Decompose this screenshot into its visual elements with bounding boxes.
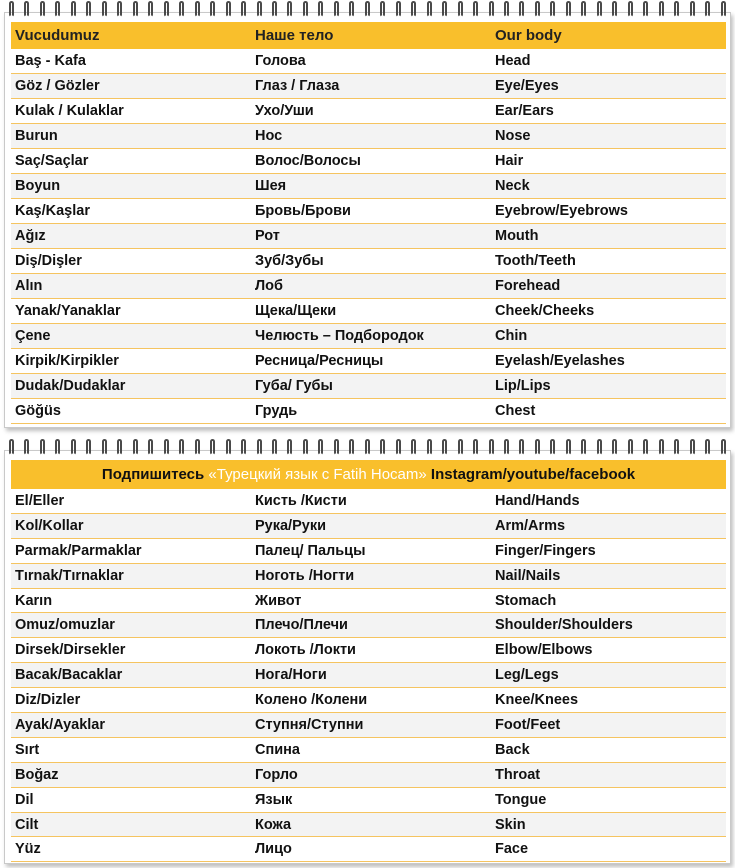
cell-turkish: Kol/Kollar	[11, 513, 251, 538]
binding-ring	[705, 1, 710, 17]
binding-ring	[133, 1, 138, 17]
cell-turkish: Dirsek/Dirsekler	[11, 638, 251, 663]
binding-ring	[690, 439, 695, 455]
cell-english: Throat	[491, 762, 726, 787]
binding-ring	[489, 439, 494, 455]
binding-ring	[257, 1, 262, 17]
cell-turkish: Kaş/Kaşlar	[11, 199, 251, 224]
cell-russian: Ухо/Уши	[251, 99, 491, 124]
binding-ring	[442, 1, 447, 17]
binding-ring	[643, 1, 648, 17]
cell-turkish: Sırt	[11, 737, 251, 762]
cell-russian: Ступня/Ступни	[251, 713, 491, 738]
table-row	[11, 713, 726, 738]
cell-english: Elbow/Elbows	[491, 638, 726, 663]
table-row	[11, 149, 726, 174]
binding-ring	[581, 439, 586, 455]
cell-english: Finger/Fingers	[491, 538, 726, 563]
cell-russian: Рот	[251, 224, 491, 249]
binding-ring	[210, 439, 215, 455]
table-row	[11, 399, 726, 424]
table-row	[11, 638, 726, 663]
table-row	[11, 538, 726, 563]
binding-ring	[365, 439, 370, 455]
cell-russian: Нога/Ноги	[251, 663, 491, 688]
cell-turkish: Kirpik/Kirpikler	[11, 349, 251, 374]
binding-ring	[318, 439, 323, 455]
binding-ring	[705, 439, 710, 455]
cell-english: Lip/Lips	[491, 374, 726, 399]
binding-ring	[334, 1, 339, 17]
subscribe-banner	[11, 460, 726, 489]
table-row	[11, 299, 726, 324]
spiral-binding	[5, 1, 730, 19]
table-row	[11, 513, 726, 538]
cell-russian: Язык	[251, 787, 491, 812]
binding-ring	[133, 439, 138, 455]
binding-ring	[9, 439, 14, 455]
cell-russian: Голова	[251, 49, 491, 74]
banner-prefix: Подпишитесь	[101, 466, 209, 483]
binding-ring	[721, 439, 726, 455]
cell-turkish: Boğaz	[11, 762, 251, 787]
cell-english: Foot/Feet	[491, 713, 726, 738]
cell-russian: Лицо	[251, 837, 491, 862]
cell-turkish: Kulak / Kulaklar	[11, 99, 251, 124]
cell-turkish: Göz / Gözler	[11, 74, 251, 99]
cell-russian: Лоб	[251, 274, 491, 299]
binding-ring	[597, 439, 602, 455]
cell-russian: Плечо/Плечи	[251, 613, 491, 638]
binding-ring	[473, 439, 478, 455]
cell-russian: Локоть /Локти	[251, 638, 491, 663]
table-row	[11, 489, 726, 513]
binding-ring	[86, 1, 91, 17]
table-row	[11, 613, 726, 638]
cell-russian: Челюсть – Подбородок	[251, 324, 491, 349]
cell-english: Neck	[491, 174, 726, 199]
binding-ring	[458, 439, 463, 455]
binding-ring	[40, 1, 45, 17]
binding-ring	[102, 1, 107, 17]
cell-turkish: Yanak/Yanaklar	[11, 299, 251, 324]
table-row	[11, 124, 726, 149]
vocabulary-card-1	[4, 12, 731, 428]
cell-english: Knee/Knees	[491, 688, 726, 713]
binding-ring	[674, 439, 679, 455]
cell-english: Back	[491, 737, 726, 762]
binding-ring	[334, 439, 339, 455]
binding-ring	[597, 1, 602, 17]
binding-ring	[148, 439, 153, 455]
cell-english: Forehead	[491, 274, 726, 299]
cell-english: Stomach	[491, 588, 726, 613]
binding-ring	[55, 1, 60, 17]
cell-turkish: Yüz	[11, 837, 251, 862]
header-turkish: Vucudumuz	[11, 22, 251, 49]
binding-ring	[71, 439, 76, 455]
cell-english: Tongue	[491, 787, 726, 812]
binding-ring	[148, 1, 153, 17]
binding-ring	[427, 439, 432, 455]
cell-turkish: Dil	[11, 787, 251, 812]
cell-turkish: Ağız	[11, 224, 251, 249]
binding-ring	[272, 439, 277, 455]
cell-turkish: Karın	[11, 588, 251, 613]
cell-russian: Живот	[251, 588, 491, 613]
vocabulary-card-2	[4, 450, 731, 864]
cell-english: Ear/Ears	[491, 99, 726, 124]
binding-ring	[257, 439, 262, 455]
binding-ring	[164, 1, 169, 17]
cell-english: Face	[491, 837, 726, 862]
binding-ring	[643, 439, 648, 455]
binding-ring	[303, 439, 308, 455]
cell-english: Mouth	[491, 224, 726, 249]
spiral-binding	[5, 439, 730, 457]
table-row	[11, 349, 726, 374]
table-row	[11, 224, 726, 249]
binding-ring	[550, 1, 555, 17]
binding-ring	[535, 439, 540, 455]
binding-ring	[535, 1, 540, 17]
binding-ring	[519, 1, 524, 17]
binding-ring	[179, 1, 184, 17]
cell-russian: Ресница/Ресницы	[251, 349, 491, 374]
cell-russian: Нос	[251, 124, 491, 149]
cell-english: Cheek/Cheeks	[491, 299, 726, 324]
cell-turkish: Saç/Saçlar	[11, 149, 251, 174]
binding-ring	[427, 1, 432, 17]
binding-ring	[102, 439, 107, 455]
cell-turkish: Dudak/Dudaklar	[11, 374, 251, 399]
cell-english: Nose	[491, 124, 726, 149]
vocabulary-table-1	[11, 22, 726, 424]
cell-english: Hand/Hands	[491, 489, 726, 513]
binding-ring	[380, 439, 385, 455]
binding-ring	[411, 1, 416, 17]
binding-ring	[164, 439, 169, 455]
table-row	[11, 663, 726, 688]
banner-highlight: «Турецкий язык с Fatih Hocam»	[208, 466, 427, 483]
binding-ring	[86, 439, 91, 455]
table-row	[11, 99, 726, 124]
binding-ring	[659, 439, 664, 455]
binding-ring	[40, 439, 45, 455]
cell-english: Hair	[491, 149, 726, 174]
cell-turkish: Boyun	[11, 174, 251, 199]
binding-ring	[473, 1, 478, 17]
table-row	[11, 74, 726, 99]
binding-ring	[380, 1, 385, 17]
binding-ring	[318, 1, 323, 17]
binding-ring	[365, 1, 370, 17]
binding-ring	[458, 1, 463, 17]
cell-russian: Зуб/Зубы	[251, 249, 491, 274]
cell-english: Eyelash/Eyelashes	[491, 349, 726, 374]
cell-russian: Ноготь /Ногти	[251, 563, 491, 588]
table-row	[11, 199, 726, 224]
cell-english: Nail/Nails	[491, 563, 726, 588]
cell-turkish: Ayak/Ayaklar	[11, 713, 251, 738]
table-row	[11, 837, 726, 862]
binding-ring	[442, 439, 447, 455]
table-row	[11, 688, 726, 713]
table-row	[11, 49, 726, 74]
cell-russian: Кожа	[251, 812, 491, 837]
cell-turkish: Diş/Dişler	[11, 249, 251, 274]
binding-ring	[179, 439, 184, 455]
binding-ring	[411, 439, 416, 455]
binding-ring	[195, 439, 200, 455]
cell-turkish: Göğüs	[11, 399, 251, 424]
binding-ring	[241, 1, 246, 17]
binding-ring	[504, 439, 509, 455]
binding-ring	[210, 1, 215, 17]
binding-ring	[226, 439, 231, 455]
cell-english: Leg/Legs	[491, 663, 726, 688]
binding-ring	[9, 1, 14, 17]
banner-row	[11, 460, 726, 489]
header-english: Our body	[491, 22, 726, 49]
table-row	[11, 174, 726, 199]
cell-russian: Колено /Колени	[251, 688, 491, 713]
table-row	[11, 787, 726, 812]
cell-russian: Глаз / Глаза	[251, 74, 491, 99]
cell-turkish: Omuz/omuzlar	[11, 613, 251, 638]
table-row	[11, 324, 726, 349]
cell-english: Skin	[491, 812, 726, 837]
cell-english: Chin	[491, 324, 726, 349]
cell-russian: Спина	[251, 737, 491, 762]
cell-english: Arm/Arms	[491, 513, 726, 538]
cell-russian: Грудь	[251, 399, 491, 424]
cell-russian: Кисть /Кисти	[251, 489, 491, 513]
binding-ring	[349, 439, 354, 455]
binding-ring	[612, 439, 617, 455]
cell-russian: Палец/ Пальцы	[251, 538, 491, 563]
cell-english: Eye/Eyes	[491, 74, 726, 99]
binding-ring	[272, 1, 277, 17]
cell-english: Tooth/Teeth	[491, 249, 726, 274]
table-row	[11, 374, 726, 399]
binding-ring	[628, 439, 633, 455]
binding-ring	[349, 1, 354, 17]
cell-russian: Горло	[251, 762, 491, 787]
binding-ring	[117, 1, 122, 17]
cell-russian: Бровь/Брови	[251, 199, 491, 224]
binding-ring	[504, 1, 509, 17]
cell-turkish: El/Eller	[11, 489, 251, 513]
binding-ring	[226, 1, 231, 17]
cell-russian: Рука/Руки	[251, 513, 491, 538]
binding-ring	[519, 439, 524, 455]
binding-ring	[287, 439, 292, 455]
binding-ring	[117, 439, 122, 455]
cell-english: Head	[491, 49, 726, 74]
table-row	[11, 588, 726, 613]
cell-turkish: Cilt	[11, 812, 251, 837]
banner-suffix: Instagram/youtube/facebook	[426, 466, 636, 483]
cell-turkish: Diz/Dizler	[11, 688, 251, 713]
cell-russian: Волос/Волосы	[251, 149, 491, 174]
binding-ring	[721, 1, 726, 17]
binding-ring	[303, 1, 308, 17]
binding-ring	[396, 439, 401, 455]
binding-ring	[241, 439, 246, 455]
cell-english: Eyebrow/Eyebrows	[491, 199, 726, 224]
cell-english: Chest	[491, 399, 726, 424]
table-row	[11, 812, 726, 837]
cell-russian: Губа/ Губы	[251, 374, 491, 399]
binding-ring	[550, 439, 555, 455]
cell-turkish: Alın	[11, 274, 251, 299]
binding-ring	[581, 1, 586, 17]
cell-russian: Шея	[251, 174, 491, 199]
binding-ring	[566, 1, 571, 17]
table-row	[11, 274, 726, 299]
table-header-row	[11, 22, 726, 49]
cell-turkish: Burun	[11, 124, 251, 149]
binding-ring	[55, 439, 60, 455]
binding-ring	[674, 1, 679, 17]
cell-russian: Щека/Щеки	[251, 299, 491, 324]
table-row	[11, 762, 726, 787]
binding-ring	[566, 439, 571, 455]
binding-ring	[71, 1, 76, 17]
vocabulary-table-2	[11, 460, 726, 862]
binding-ring	[24, 439, 29, 455]
binding-ring	[489, 1, 494, 17]
cell-english: Shoulder/Shoulders	[491, 613, 726, 638]
cell-turkish: Tırnak/Tırnaklar	[11, 563, 251, 588]
table-row	[11, 563, 726, 588]
binding-ring	[659, 1, 664, 17]
cell-turkish: Bacak/Bacaklar	[11, 663, 251, 688]
cell-turkish: Parmak/Parmaklar	[11, 538, 251, 563]
header-russian: Наше тело	[251, 22, 491, 49]
table-row	[11, 249, 726, 274]
binding-ring	[24, 1, 29, 17]
cell-turkish: Çene	[11, 324, 251, 349]
binding-ring	[396, 1, 401, 17]
table-row	[11, 737, 726, 762]
cell-turkish: Baş - Kafa	[11, 49, 251, 74]
binding-ring	[195, 1, 200, 17]
binding-ring	[690, 1, 695, 17]
binding-ring	[287, 1, 292, 17]
binding-ring	[612, 1, 617, 17]
binding-ring	[628, 1, 633, 17]
